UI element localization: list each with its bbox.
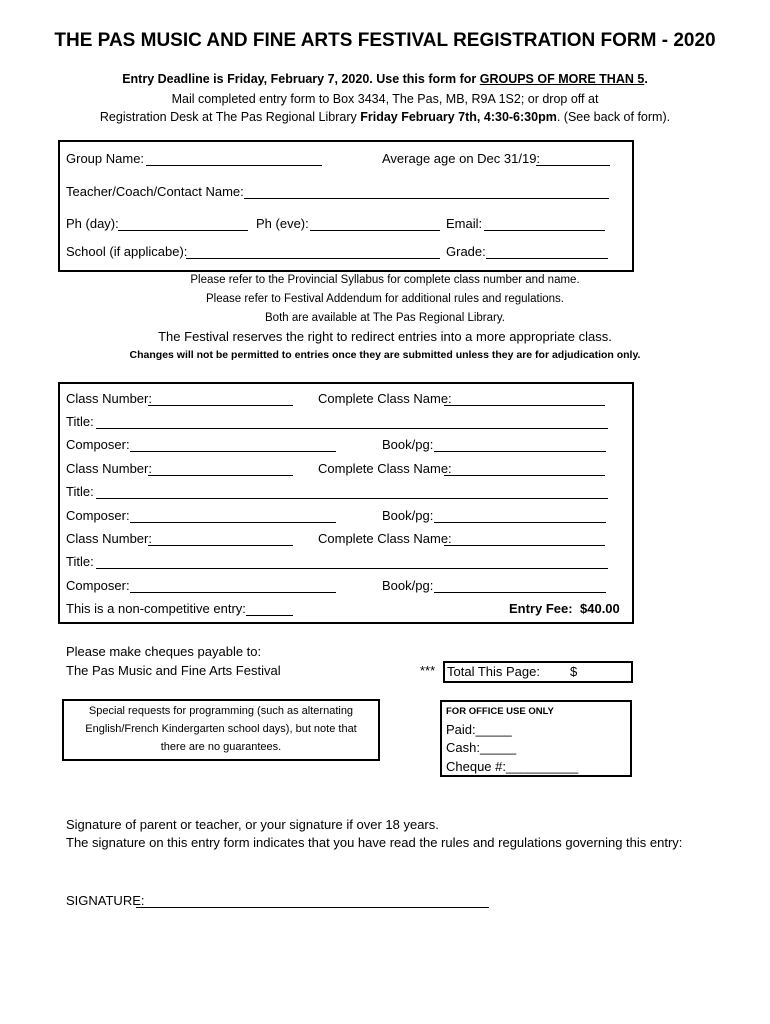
office-cheque: Cheque #:__________ [446,759,579,774]
composer-label-3: Composer: [66,578,130,593]
desk-suffix: . (See back of form). [556,110,671,124]
title-field-2[interactable] [96,498,608,499]
email-label: Email: [446,216,483,231]
grade-label: Grade: [446,244,486,259]
class-number-field-1[interactable] [148,405,293,406]
class-name-label-1: Complete Class Name: [318,391,452,406]
special-requests-line-3: there are no guarantees. [160,741,282,753]
changes-note: Changes will not be permitted to entries once they are submitted unless they are for adjudication only. [129,349,641,361]
composer-field-2[interactable] [130,522,336,523]
book-pg-field-1[interactable] [434,451,606,452]
syllabus-note: Please refer to the Provincial Syllabus for complete class number and name. [190,274,580,286]
group-name-field[interactable] [146,165,322,166]
signature-field[interactable] [136,907,489,908]
total-field[interactable] [590,663,628,680]
desk-text: Registration Desk at The Pas Regional Library [99,110,361,124]
entries-box [58,382,634,624]
non-competitive-field[interactable] [246,615,293,616]
ph-day-label: Ph (day): [66,216,119,231]
class-number-field-3[interactable] [148,545,293,546]
class-number-label-2: Class Number: [66,461,152,476]
title-label-2: Title: [66,484,94,499]
signature-instructions: Signature of parent or teacher, or your signature if over 18 years. [66,817,439,832]
class-number-field-2[interactable] [148,475,293,476]
special-requests-line-2: English/French Kindergarten school days), but note that [85,723,357,735]
special-requests-line-1: Special requests for programming (such as alternating [88,705,354,717]
title-field-3[interactable] [96,568,608,569]
signature-label: SIGNATURE: [66,893,145,908]
deadline-emphasis: GROUPS OF MORE THAN 5 [479,72,645,86]
desk-time: Friday February 7th, 4:30-6:30pm [360,110,557,124]
total-stars: *** [420,663,436,678]
deadline-suffix: . [644,72,648,86]
payee-name: The Pas Music and Fine Arts Festival [66,663,281,678]
class-name-field-3[interactable] [444,545,605,546]
redirect-note: The Festival reserves the right to redirect entries into a more appropriate class. [158,329,612,344]
class-name-field-2[interactable] [444,475,605,476]
signature-agreement: The signature on this entry form indicates that you have read the rules and regulations governing this entry: [66,835,683,850]
email-field[interactable] [484,230,605,231]
book-pg-label-3: Book/pg: [382,578,434,593]
library-note: Both are available at The Pas Regional Library. [265,312,505,324]
teacher-label: Teacher/Coach/Contact Name: [66,184,244,199]
class-name-field-1[interactable] [444,405,605,406]
composer-label-1: Composer: [66,437,130,452]
grade-field[interactable] [486,258,608,259]
group-name-label: Group Name: [66,151,145,166]
non-competitive-label: This is a non-competitive entry: [66,601,246,616]
title-field-1[interactable] [96,428,608,429]
composer-field-1[interactable] [130,451,336,452]
class-number-label-1: Class Number: [66,391,152,406]
mail-line: Mail completed entry form to Box 3434, The Pas, MB, R9A 1S2; or drop off at [171,92,599,106]
class-name-label-3: Complete Class Name: [318,531,452,546]
composer-field-3[interactable] [130,592,336,593]
entry-fee-value: $40.00 [580,601,620,616]
school-label: School (if applicabe): [66,244,188,259]
form-title: THE PAS MUSIC AND FINE ARTS FESTIVAL REGISTRATION FORM - 2020 [54,30,716,51]
ph-day-field[interactable] [118,230,248,231]
addendum-note: Please refer to Festival Addendum for additional rules and regulations. [206,293,564,305]
title-label-1: Title: [66,414,94,429]
deadline-line [0,72,770,86]
book-pg-field-2[interactable] [434,522,606,523]
deadline-text: Entry Deadline is Friday, February 7, 2020. Use this form for [122,72,480,86]
book-pg-field-3[interactable] [434,592,606,593]
title-label-3: Title: [66,554,94,569]
average-age-field[interactable] [536,165,610,166]
book-pg-label-1: Book/pg: [382,437,434,452]
office-use-heading: FOR OFFICE USE ONLY [446,706,554,717]
book-pg-label-2: Book/pg: [382,508,434,523]
teacher-field[interactable] [244,198,609,199]
entry-fee-label: Entry Fee: [509,601,573,616]
class-number-label-3: Class Number: [66,531,152,546]
office-paid: Paid:_____ [446,722,512,737]
total-currency: $ [570,664,578,679]
class-name-label-2: Complete Class Name: [318,461,452,476]
ph-eve-field[interactable] [310,230,440,231]
ph-eve-label: Ph (eve): [256,216,309,231]
composer-label-2: Composer: [66,508,130,523]
total-label: Total This Page: [447,664,540,679]
desk-line [0,110,770,124]
school-field[interactable] [186,258,440,259]
average-age-label: Average age on Dec 31/19: [382,151,541,166]
office-cash: Cash:_____ [446,740,517,755]
cheques-payable-label: Please make cheques payable to: [66,644,262,659]
